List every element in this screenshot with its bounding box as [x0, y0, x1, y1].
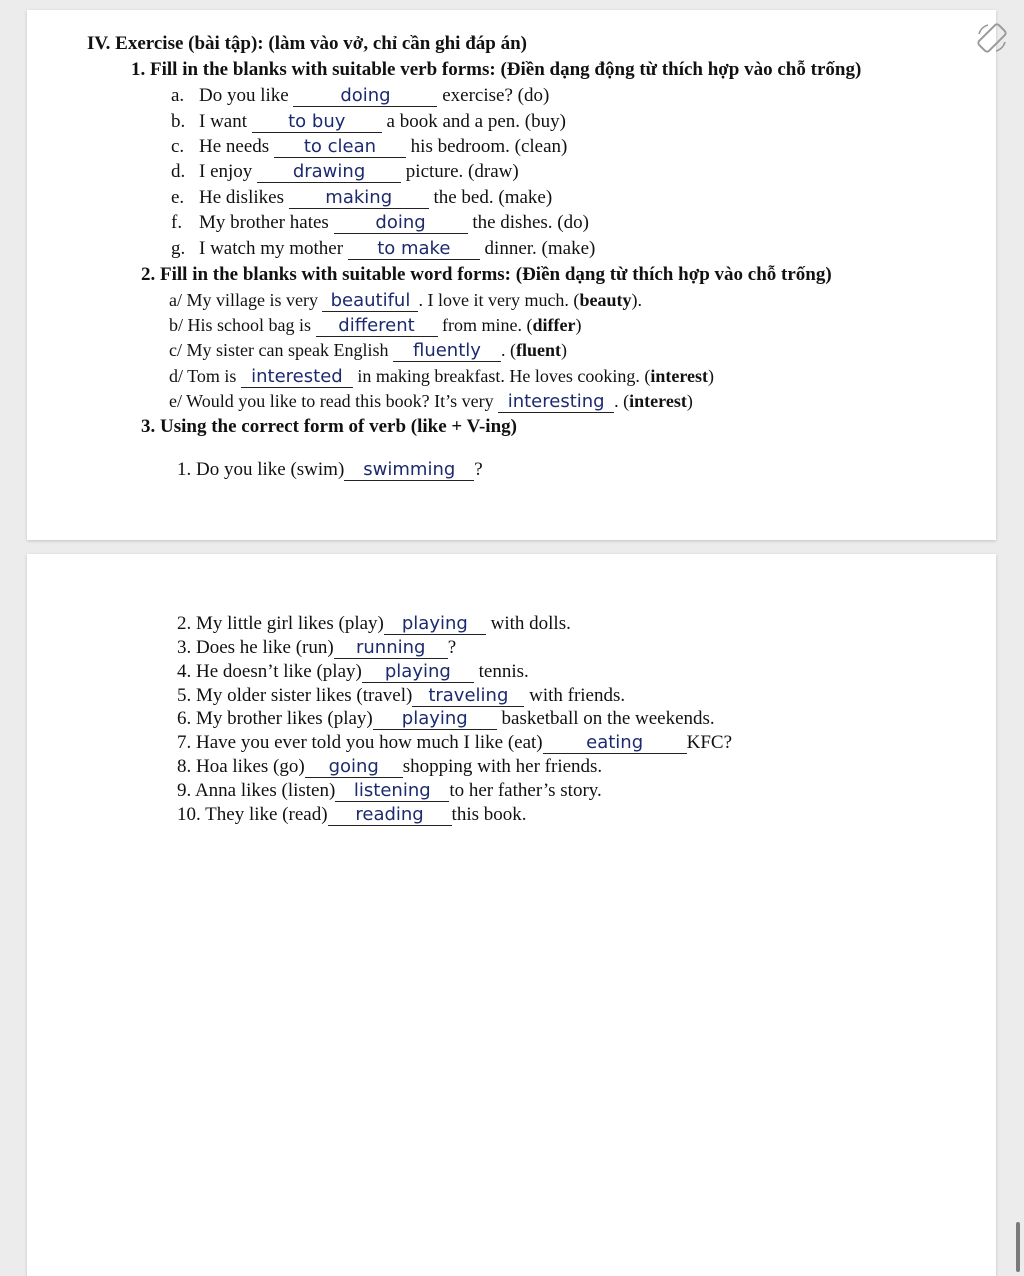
item-text: 5. My older sister likes (travel): [177, 685, 413, 706]
item-hint: fluent: [515, 340, 561, 360]
item-text: 1. Do you like (swim): [177, 459, 345, 480]
item-text: d/ Tom is: [169, 366, 237, 386]
item-text: ?: [474, 459, 483, 480]
item-text: ): [686, 391, 693, 411]
list-item: [177, 707, 715, 731]
list-item: [169, 288, 642, 312]
answer-blank: fluently: [393, 340, 501, 362]
item-text: this book.: [451, 804, 527, 825]
item-text: c/ My sister can speak English: [169, 340, 389, 360]
item-text: the bed. (make): [433, 187, 553, 208]
item-text: Do you like: [199, 85, 289, 106]
item-text: ).: [631, 290, 642, 310]
answer-blank: going: [305, 756, 403, 778]
answer-blank: playing: [384, 613, 486, 635]
list-item: [169, 389, 693, 413]
item-text: 9. Anna likes (listen): [177, 780, 336, 801]
item-text: 2. My little girl likes (play): [177, 613, 384, 634]
answer-blank: doing: [334, 212, 468, 234]
item-text: to her father’s story.: [449, 780, 602, 801]
answer-blank: traveling: [412, 685, 524, 707]
answer-blank: playing: [362, 661, 474, 683]
item-label: g.: [171, 238, 186, 259]
item-text: I enjoy: [199, 161, 253, 182]
document-page-2: [27, 554, 996, 1276]
answer-blank: interested: [241, 366, 353, 388]
answer-blank: making: [289, 187, 429, 209]
answer-blank: different: [316, 315, 438, 337]
item-text: 10. They like (read): [177, 804, 328, 825]
item-text: b/ His school bag is: [169, 315, 311, 335]
answer-blank: doing: [293, 85, 437, 107]
item-text: ): [560, 340, 567, 360]
item-label: f.: [171, 212, 183, 233]
item-text: from mine. (: [442, 315, 533, 335]
item-text: My brother hates: [199, 212, 329, 233]
item-text: . (: [500, 340, 516, 360]
list-item: [171, 135, 567, 159]
screen-rotate-icon[interactable]: [974, 20, 1010, 56]
list-item: [177, 731, 732, 755]
item-text: picture. (draw): [405, 161, 519, 182]
answer-blank: listening: [335, 780, 449, 802]
scrollbar[interactable]: [1016, 1222, 1020, 1272]
item-label: c.: [171, 136, 185, 157]
list-item: [169, 338, 567, 362]
list-item: [171, 84, 549, 108]
answer-blank: to buy: [252, 111, 382, 133]
item-text: He needs: [199, 136, 270, 157]
item-text: with friends.: [529, 685, 626, 706]
item-text: dinner. (make): [484, 238, 596, 259]
list-item: [171, 186, 552, 210]
item-text: shopping with her friends.: [402, 756, 603, 777]
answer-blank: drawing: [257, 161, 401, 183]
item-hint: differ: [532, 315, 576, 335]
item-text: a book and a pen. (buy): [386, 111, 566, 132]
list-item: [171, 110, 566, 134]
item-label: e.: [171, 187, 185, 208]
item-text: 7. Have you ever told you how much I like (eat): [177, 732, 543, 753]
item-text: his bedroom. (clean): [410, 136, 568, 157]
item-label: b.: [171, 111, 186, 132]
item-text: e/ Would you like to read this book? It’s very: [169, 391, 494, 411]
list-item: [177, 612, 571, 636]
item-hint: beauty: [579, 290, 632, 310]
answer-blank: reading: [328, 804, 452, 826]
list-item: [177, 636, 456, 660]
list-item: [177, 458, 483, 482]
section1-title: 1. Fill in the blanks with suitable verb forms: (Điền dạng động từ thích hợp vào chỗ trống): [131, 59, 862, 80]
item-text: ): [708, 366, 714, 386]
answer-blank: playing: [373, 708, 497, 730]
item-text: ?: [447, 637, 457, 658]
list-item: [171, 160, 519, 184]
item-hint: interest: [650, 366, 708, 386]
answer-blank: beautiful: [322, 290, 418, 312]
answer-blank: eating: [543, 732, 687, 754]
item-label: a.: [171, 85, 185, 106]
item-text: 8. Hoa likes (go): [177, 756, 305, 777]
list-item: [177, 684, 625, 708]
item-label: d.: [171, 161, 186, 182]
exercise-heading: IV. Exercise (bài tập): (làm vào vở, chỉ cần ghi đáp án): [87, 33, 527, 54]
item-text: with dolls.: [490, 613, 571, 634]
answer-blank: running: [334, 637, 448, 659]
item-text: 4. He doesn’t like (play): [177, 661, 362, 682]
item-text: the dishes. (do): [472, 212, 589, 233]
item-hint: interest: [629, 391, 687, 411]
list-item: [177, 660, 529, 684]
list-item: [177, 803, 527, 827]
answer-blank: interesting: [498, 391, 614, 413]
section3-title: 3. Using the correct form of verb (like + V-ing): [141, 416, 517, 437]
answer-blank: swimming: [344, 459, 474, 481]
item-text: 6. My brother likes (play): [177, 708, 373, 729]
list-item: [177, 755, 602, 779]
item-text: I watch my mother: [199, 238, 344, 259]
item-text: . I love it very much. (: [418, 290, 580, 310]
answer-blank: to clean: [274, 136, 406, 158]
answer-blank: to make: [348, 238, 480, 260]
item-text: KFC?: [686, 732, 733, 753]
list-item: [177, 779, 602, 803]
item-text: . (: [614, 391, 630, 411]
list-item: [169, 313, 581, 337]
item-text: I want: [199, 111, 248, 132]
item-text: He dislikes: [199, 187, 284, 208]
item-text: basketball on the weekends.: [501, 708, 715, 729]
item-text: tennis.: [478, 661, 529, 682]
item-text: 3. Does he like (run): [177, 637, 334, 658]
list-item: [169, 364, 714, 388]
section2-title: 2. Fill in the blanks with suitable word forms: (Điền dạng từ thích hợp vào chỗ trống): [141, 264, 832, 285]
list-item: [171, 211, 589, 235]
item-text: in making breakfast. He loves cooking. (: [357, 366, 651, 386]
item-text: a/ My village is very: [169, 290, 318, 310]
item-text: exercise? (do): [442, 85, 550, 106]
document-page-1: [27, 10, 996, 540]
item-text: ): [575, 315, 582, 335]
list-item: [171, 237, 595, 261]
